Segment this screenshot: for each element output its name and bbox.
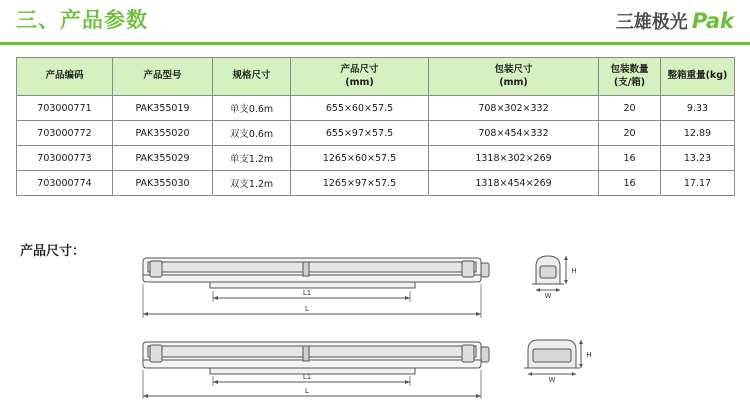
column-header-product-size: 产品尺寸 (mm) [291, 58, 429, 96]
brand-name-en: Pak [691, 9, 734, 33]
column-header-spec: 规格尺寸 [213, 58, 291, 96]
dimension-label-w: W [548, 376, 556, 384]
cell-model: PAK355019 [113, 96, 213, 121]
column-header-box-weight: 整箱重量(kg) [661, 58, 735, 96]
cell-package-size: 1318×454×269 [429, 171, 599, 196]
cell-box-weight: 9.33 [661, 96, 735, 121]
double-fixture-end-view [524, 340, 583, 376]
cell-spec: 双支1.2m [213, 171, 291, 196]
cell-code: 703000774 [17, 171, 113, 196]
cell-package-qty: 16 [599, 171, 661, 196]
cell-code: 703000772 [17, 121, 113, 146]
dimension-label-l: L [305, 305, 309, 313]
dimension-label-l1: L1 [302, 289, 312, 297]
column-header-package-qty: 包装数量 (支/箱) [599, 58, 661, 96]
cell-spec: 单支1.2m [213, 146, 291, 171]
single-fixture-side-view [143, 258, 489, 318]
cell-package-size: 708×454×332 [429, 121, 599, 146]
cell-code: 703000771 [17, 96, 113, 121]
dimensions-title: 产品尺寸： [20, 244, 86, 259]
cell-model: PAK355020 [113, 121, 213, 146]
dimension-label-h: H [571, 267, 577, 275]
column-header-code: 产品编码 [17, 58, 113, 96]
cell-product-size: 655×60×57.5 [291, 96, 429, 121]
cell-model: PAK355030 [113, 171, 213, 196]
cell-box-weight: 12.89 [661, 121, 735, 146]
cell-spec: 双支0.6m [213, 121, 291, 146]
dimension-label-w: W [544, 292, 552, 300]
section-title: 三、产品参数 [16, 8, 148, 32]
cell-box-weight: 13.23 [661, 146, 735, 171]
cell-package-qty: 16 [599, 146, 661, 171]
cell-code: 703000773 [17, 146, 113, 171]
cell-package-qty: 20 [599, 96, 661, 121]
cell-box-weight: 17.17 [661, 171, 735, 196]
column-header-package-size: 包装尺寸 (mm) [429, 58, 599, 96]
cell-package-size: 1318×302×269 [429, 146, 599, 171]
dimension-label-l: L [305, 387, 309, 395]
cell-package-qty: 20 [599, 121, 661, 146]
single-fixture-end-view [532, 256, 568, 292]
cell-model: PAK355029 [113, 146, 213, 171]
double-fixture-side-view [143, 342, 489, 399]
column-header-model: 产品型号 [113, 58, 213, 96]
cell-product-size: 655×97×57.5 [291, 121, 429, 146]
dimension-label-l1: L1 [302, 373, 312, 381]
brand-name-cn: 三雄极光 [615, 12, 688, 33]
cell-product-size: 1265×97×57.5 [291, 171, 429, 196]
cell-product-size: 1265×60×57.5 [291, 146, 429, 171]
cell-spec: 单支0.6m [213, 96, 291, 121]
cell-package-size: 708×302×332 [429, 96, 599, 121]
dimension-label-h: H [586, 351, 592, 359]
